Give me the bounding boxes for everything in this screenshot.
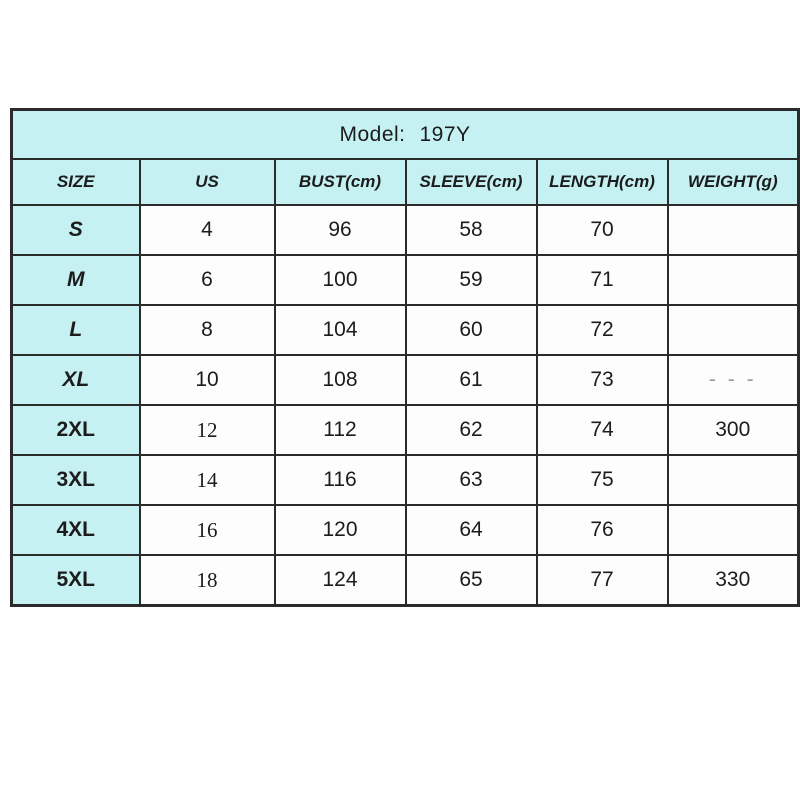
us-cell: 8 (140, 305, 275, 355)
sleeve-cell: 61 (406, 355, 537, 405)
bust-cell: 112 (275, 405, 406, 455)
table-row-5xl (12, 555, 799, 606)
size-cell: XL (12, 355, 140, 405)
us-cell: 18 (140, 555, 275, 606)
sleeve-cell: 60 (406, 305, 537, 355)
table-row-xl (12, 355, 799, 405)
sleeve-cell: 65 (406, 555, 537, 606)
bust-cell: 120 (275, 505, 406, 555)
weight-cell (668, 505, 799, 555)
table-row-m (12, 255, 799, 305)
weight-cell (668, 455, 799, 505)
bust-cell: 108 (275, 355, 406, 405)
size-cell: 4XL (12, 505, 140, 555)
column-header-weight: WEIGHT(g) (668, 159, 799, 205)
sleeve-cell: 58 (406, 205, 537, 255)
size-cell: 3XL (12, 455, 140, 505)
sleeve-cell: 64 (406, 505, 537, 555)
us-cell: 14 (140, 455, 275, 505)
column-header-row (12, 159, 799, 205)
weight-cell (668, 305, 799, 355)
bust-cell: 100 (275, 255, 406, 305)
weight-cell (668, 205, 799, 255)
us-cell: 6 (140, 255, 275, 305)
table-row-4xl (12, 505, 799, 555)
bust-cell: 116 (275, 455, 406, 505)
length-cell: 73 (537, 355, 668, 405)
table-row-s (12, 205, 799, 255)
size-cell: S (12, 205, 140, 255)
bust-cell: 96 (275, 205, 406, 255)
sleeve-cell: 63 (406, 455, 537, 505)
weight-cell: - - - (668, 355, 799, 405)
length-cell: 75 (537, 455, 668, 505)
us-cell: 16 (140, 505, 275, 555)
bust-cell: 124 (275, 555, 406, 606)
column-header-size: SIZE (12, 159, 140, 205)
table-row-3xl (12, 455, 799, 505)
size-cell: L (12, 305, 140, 355)
size-cell: M (12, 255, 140, 305)
bust-cell: 104 (275, 305, 406, 355)
table-row-l (12, 305, 799, 355)
length-cell: 72 (537, 305, 668, 355)
column-header-sleeve: SLEEVE(cm) (406, 159, 537, 205)
size-cell: 5XL (12, 555, 140, 606)
sleeve-cell: 59 (406, 255, 537, 305)
weight-cell: 330 (668, 555, 799, 606)
length-cell: 74 (537, 405, 668, 455)
length-cell: 71 (537, 255, 668, 305)
us-cell: 4 (140, 205, 275, 255)
model-row (12, 110, 799, 160)
model-label: Model: (339, 122, 406, 146)
size-cell: 2XL (12, 405, 140, 455)
weight-cell (668, 255, 799, 305)
length-cell: 77 (537, 555, 668, 606)
column-header-us: US (140, 159, 275, 205)
length-cell: 70 (537, 205, 668, 255)
size-chart-table (10, 108, 800, 607)
weight-cell: 300 (668, 405, 799, 455)
table-row-2xl (12, 405, 799, 455)
us-cell: 12 (140, 405, 275, 455)
us-cell: 10 (140, 355, 275, 405)
column-header-bust: BUST(cm) (275, 159, 406, 205)
model-value: 197Y (419, 122, 471, 146)
length-cell: 76 (537, 505, 668, 555)
column-header-length: LENGTH(cm) (537, 159, 668, 205)
model-cell (12, 110, 799, 160)
sleeve-cell: 62 (406, 405, 537, 455)
